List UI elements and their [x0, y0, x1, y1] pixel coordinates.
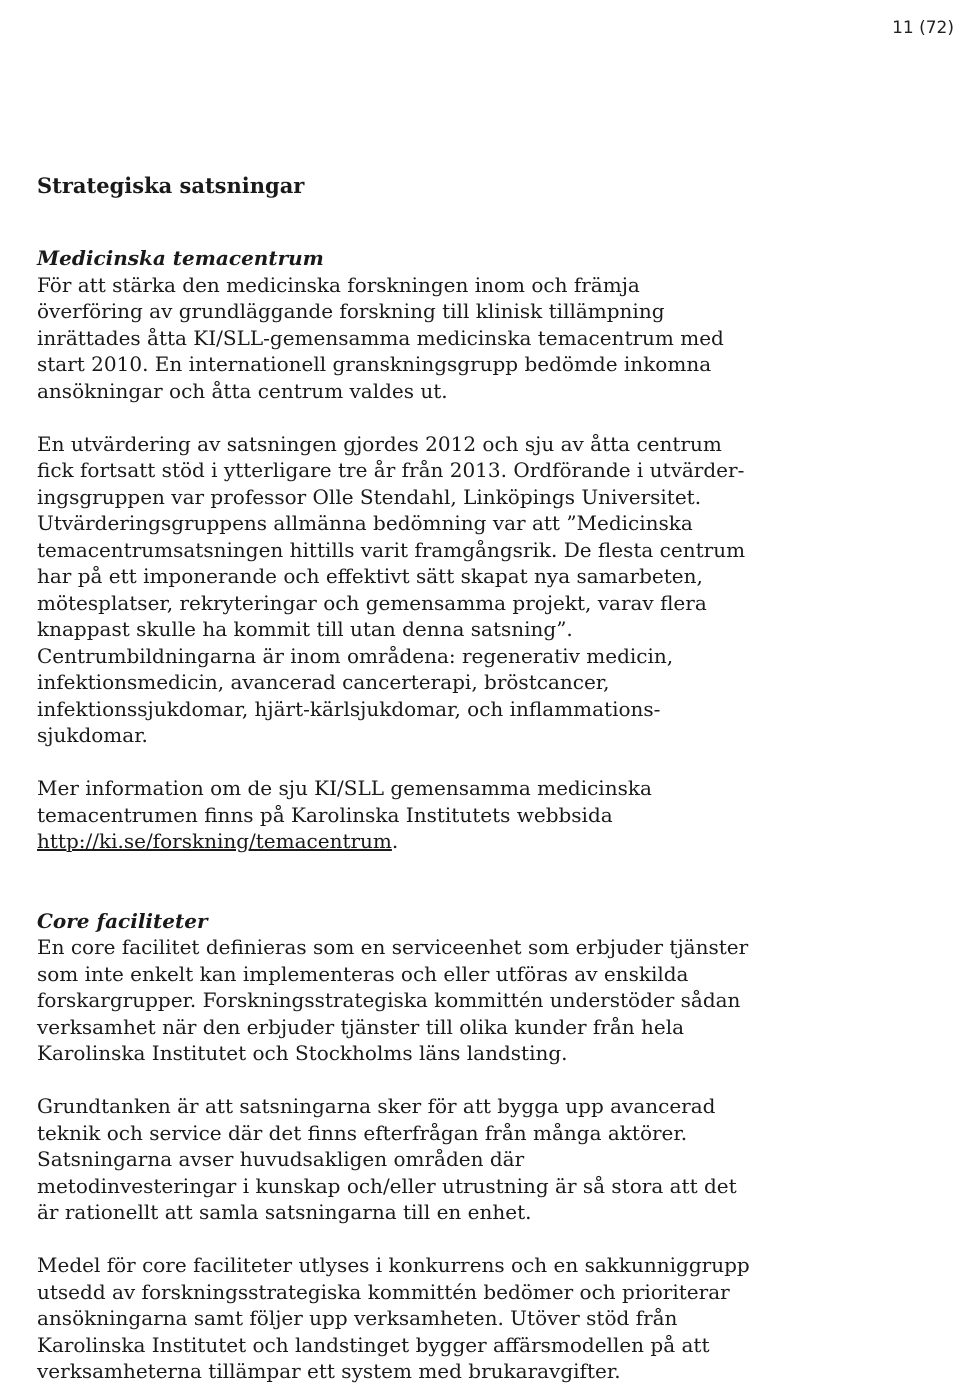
text-line: Mer information om de sju KI/SLL gemensamma medicinska: [37, 776, 652, 800]
text-line: Karolinska Institutet och Stockholms läns landsting.: [37, 1041, 568, 1065]
link-suffix: .: [391, 829, 399, 853]
text-line: Utvärderingsgruppens allmänna bedömning var att ”Medicinska: [37, 511, 693, 535]
text-line: ansökningar och åtta centrum valdes ut.: [37, 378, 448, 403]
text-line: temacentrumsatsningen hittills varit framgångsrik. De flesta centrum: [37, 537, 746, 562]
link-line: [37, 828, 737, 855]
text-line: verksamheterna tillämpar ett system med brukaravgifter.: [37, 1359, 621, 1383]
text-line: Karolinska Institutet och landstinget bygger affärsmodellen på att: [37, 1332, 710, 1357]
section-subheading: Medicinska temacentrum: [37, 246, 324, 270]
paragraph: [37, 775, 737, 855]
text-line: Medel för core faciliteter utlyses i konkurrens och en sakkunniggrupp: [37, 1253, 750, 1277]
section-core-faciliteter: [37, 908, 750, 1385]
text-line: har på ett imponerande och effektivt sätt skapat nya samarbeten,: [37, 564, 703, 588]
section-medicinska-temacentrum: [37, 245, 746, 855]
text-line: överföring av grundläggande forskning till klinisk tillämpning: [37, 299, 665, 323]
paragraph: [37, 431, 746, 749]
text-line: En core facilitet definieras som en serviceenhet som erbjuder tjänster: [37, 935, 749, 959]
document-body: [37, 173, 750, 1385]
paragraph: [37, 1252, 750, 1385]
text-line: är rationellt att samla satsningarna till en enhet.: [37, 1200, 532, 1224]
text-line: infektionsmedicin, avancerad cancerterapi, bröstcancer,: [37, 670, 610, 694]
text-line: forskargrupper. Forskningsstrategiska kommittén understöder sådan: [37, 988, 741, 1012]
temacentrum-link[interactable]: http://ki.se/forskning/temacentrum: [37, 829, 392, 853]
text-line: temacentrumen finns på Karolinska Institutets webbsida: [37, 802, 613, 827]
paragraph: [37, 272, 737, 405]
text-line: utsedd av forskningsstrategiska kommittén bedömer och prioriterar: [37, 1279, 730, 1304]
text-line: En utvärdering av satsningen gjordes 2012 och sju av åtta centrum: [37, 431, 722, 456]
text-line: För att stärka den medicinska forskningen inom och främja: [37, 272, 640, 297]
text-line: sjukdomar.: [37, 723, 148, 747]
text-line: mötesplatser, rekryteringar och gemensamma projekt, varav flera: [37, 590, 707, 615]
page-heading: Strategiska satsningar: [37, 173, 305, 198]
text-line: som inte enkelt kan implementeras och eller utföras av enskilda: [37, 961, 689, 986]
text-line: ansökningarna samt följer upp verksamheten. Utöver stöd från: [37, 1306, 678, 1330]
text-line: Grundtanken är att satsningarna sker för att bygga upp avancerad: [37, 1094, 716, 1118]
text-line: infektionssjukdomar, hjärt-kärlsjukdomar, och inflammations-: [37, 696, 661, 721]
text-line: inrättades åtta KI/SLL-gemensamma medicinska temacentrum med: [37, 325, 724, 350]
text-line: Centrumbildningarna är inom områdena: regenerativ medicin,: [37, 643, 674, 668]
text-line: knappast skulle ha kommit till utan denna satsning”.: [37, 617, 573, 641]
text-line: verksamhet när den erbjuder tjänster till olika kunder från hela: [37, 1014, 685, 1039]
text-line: ingsgruppen var professor Olle Stendahl, Linköpings Universitet.: [37, 484, 702, 509]
paragraph: [37, 934, 749, 1067]
text-line: fick fortsatt stöd i ytterligare tre år från 2013. Ordförande i utvärder-: [37, 458, 745, 482]
section-subheading: Core faciliteter: [37, 908, 208, 933]
page-number: 11 (72): [892, 18, 954, 38]
text-line: start 2010. En internationell granskningsgrupp bedömde inkomna: [37, 352, 712, 376]
text-line: teknik och service där det finns efterfrågan från många aktörer.: [37, 1120, 688, 1145]
paragraph: [37, 1093, 737, 1226]
text-line: Satsningarna avser huvudsakligen områden där: [37, 1147, 525, 1171]
text-line: metodinvesteringar i kunskap och/eller utrustning är så stora att det: [37, 1173, 737, 1198]
